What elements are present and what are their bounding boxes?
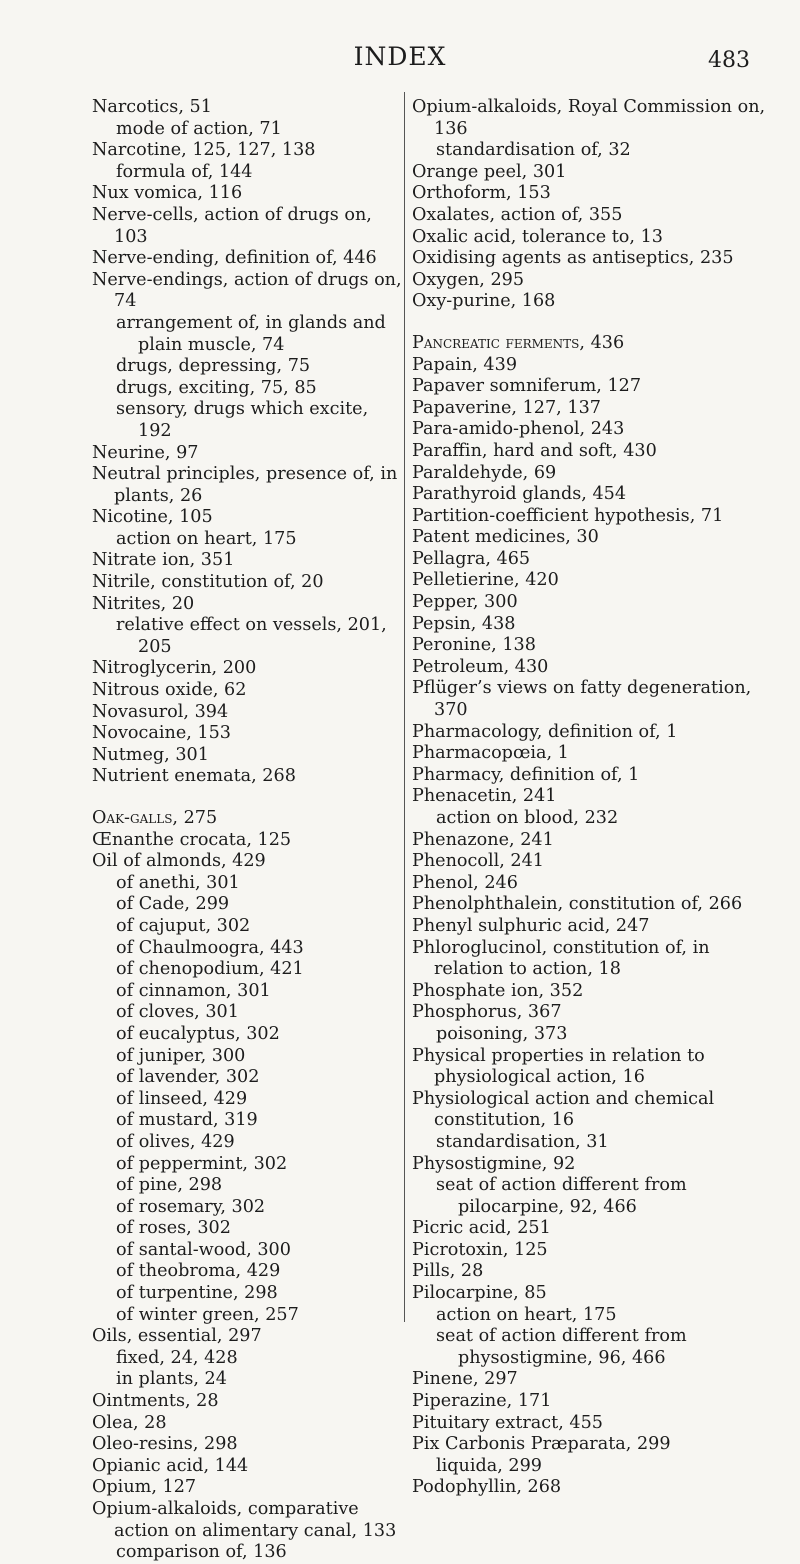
index-subentry: of turpentine, 298 <box>116 1283 278 1304</box>
index-subentry: of mustard, 319 <box>116 1110 258 1131</box>
index-subentry: of juniper, 300 <box>116 1045 246 1066</box>
index-entry: Oak-galls, 275 <box>92 808 218 828</box>
index-entry: Papaver somniferum, 127 <box>412 376 642 397</box>
index-entry: Pellagra, 465 <box>412 548 531 569</box>
index-subentry: of winter green, 257 <box>116 1304 299 1325</box>
index-subentry: sensory, drugs which excite, 192 <box>116 399 369 441</box>
index-subentry: of cinnamon, 301 <box>116 980 271 1001</box>
index-entry: Œnanthe crocata, 125 <box>92 829 292 850</box>
page-title: INDEX <box>353 42 447 71</box>
index-entry: Pharmacology, definition of, 1 <box>412 721 678 742</box>
index-entry: Pilocarpine, 85 <box>412 1283 547 1304</box>
index-entry: Oxygen, 295 <box>412 269 525 290</box>
index-entry: Oxy-purine, 168 <box>412 291 556 312</box>
index-subentry: of anethi, 301 <box>116 872 240 893</box>
index-entry: Phenol, 246 <box>412 872 518 893</box>
column-divider <box>404 92 405 1322</box>
index-subentry: of roses, 302 <box>116 1218 231 1239</box>
index-entry: Physiological action and chemical constitution, 16 <box>412 1088 715 1131</box>
index-entry: Phenocoll, 241 <box>412 851 544 872</box>
index-entry: Nicotine, 105 <box>92 507 213 528</box>
index-subentry: liquida, 299 <box>436 1455 542 1476</box>
index-entry: Picrotoxin, 125 <box>412 1239 548 1260</box>
index-entry: Petroleum, 430 <box>412 656 549 677</box>
index-entry: Phenacetin, 241 <box>412 786 557 807</box>
index-subentry: in plants, 24 <box>116 1369 227 1390</box>
index-subentry: action on heart, 175 <box>436 1304 617 1325</box>
index-entry: Nitrites, 20 <box>92 593 195 614</box>
index-entry: Phenazone, 241 <box>412 829 554 850</box>
index-entry: Pharmacopœia, 1 <box>412 743 569 764</box>
index-subentry: drugs, exciting, 75, 85 <box>116 377 317 398</box>
index-entry: Pflüger’s views on fatty degeneration, 370 <box>412 678 752 721</box>
index-subentry: of cajuput, 302 <box>116 915 251 936</box>
index-entry: Oil of almonds, 429 <box>92 851 266 872</box>
index-entry: Paraffin, hard and soft, 430 <box>412 440 657 461</box>
index-entry: Olea, 28 <box>92 1412 167 1433</box>
index-entry: Oils, essential, 297 <box>92 1326 262 1347</box>
index-subentry: of rosemary, 302 <box>116 1196 266 1217</box>
index-column-left <box>92 97 407 1564</box>
index-subentry: of pine, 298 <box>116 1175 223 1196</box>
index-subentry: of peppermint, 302 <box>116 1153 288 1174</box>
index-entry: Paraldehyde, 69 <box>412 462 557 483</box>
index-subentry: standardisation of, 32 <box>436 140 631 161</box>
index-entry: Patent medicines, 30 <box>412 527 599 548</box>
index-entry: Para-amido-phenol, 243 <box>412 419 625 440</box>
index-entry: Pharmacy, definition of, 1 <box>412 764 640 785</box>
index-subentry: of olives, 429 <box>116 1131 235 1152</box>
index-entry: Oxalates, action of, 355 <box>412 204 623 225</box>
index-entry: Peronine, 138 <box>412 635 536 656</box>
index-entry: Nitroglycerin, 200 <box>92 658 257 679</box>
index-subentry: action on blood, 232 <box>436 808 619 828</box>
index-entry: Narcotics, 51 <box>92 97 212 117</box>
section-gap <box>412 313 768 333</box>
index-subentry: of lavender, 302 <box>116 1067 260 1088</box>
index-entry: Opium-alkaloids, comparative action on alimentary canal, 133 <box>92 1499 397 1541</box>
index-entry: Oxidising agents as antiseptics, 235 <box>412 248 734 269</box>
index-entry: Neurine, 97 <box>92 442 199 463</box>
index-entry: Neutral principles, presence of, in plants, 26 <box>92 464 398 506</box>
index-entry: Nerve-ending, definition of, 446 <box>92 248 377 269</box>
index-entry: Narcotine, 125, 127, 138 <box>92 140 316 161</box>
index-subentry: of santal-wood, 300 <box>116 1239 291 1260</box>
index-entry: Pancreatic ferments, 436 <box>412 332 625 353</box>
index-entry: Picric acid, 251 <box>412 1218 551 1239</box>
index-subentry: action on heart, 175 <box>116 528 297 549</box>
index-entry: Ointments, 28 <box>92 1391 219 1412</box>
index-subentry: of linseed, 429 <box>116 1088 248 1109</box>
index-entry: Pinene, 297 <box>412 1369 518 1390</box>
index-entry: Pelletierine, 420 <box>412 570 559 591</box>
index-entry: Podophyllin, 268 <box>412 1477 562 1498</box>
index-entry: Opium, 127 <box>92 1477 197 1498</box>
index-subentry: mode of action, 71 <box>116 118 282 139</box>
page-number: 483 <box>708 48 750 73</box>
index-subentry: seat of action different from physostigmine, 96, 466 <box>436 1326 687 1368</box>
index-entry: Orthoform, 153 <box>412 183 551 204</box>
index-entry: Novocaine, 153 <box>92 723 231 744</box>
index-entry: Oxalic acid, tolerance to, 13 <box>412 226 663 247</box>
index-entry: Nerve-endings, action of drugs on, 74 <box>92 269 402 312</box>
index-subentry: of Chaulmoogra, 443 <box>116 937 304 958</box>
index-entry: Physostigmine, 92 <box>412 1153 576 1174</box>
section-gap <box>92 788 407 808</box>
page-header <box>0 42 800 82</box>
index-column-right <box>412 97 768 1499</box>
index-subentry: of Cade, 299 <box>116 894 230 915</box>
index-subentry: fixed, 24, 428 <box>116 1347 238 1368</box>
index-entry: Phenolphthalein, constitution of, 266 <box>412 894 743 915</box>
index-entry: Pills, 28 <box>412 1261 484 1282</box>
index-entry: Papain, 439 <box>412 354 518 375</box>
index-entry: Phosphate ion, 352 <box>412 980 584 1001</box>
index-subentry: standardisation, 31 <box>436 1131 609 1152</box>
index-subentry: of eucalyptus, 302 <box>116 1023 280 1044</box>
index-entry: Physical properties in relation to physiological action, 16 <box>412 1045 705 1088</box>
index-entry: Parathyroid glands, 454 <box>412 484 627 505</box>
index-entry: Phloroglucinol, constitution of, in relation to action, 18 <box>412 937 710 980</box>
index-entry: Pepper, 300 <box>412 592 518 613</box>
index-entry: Nux vomica, 116 <box>92 183 243 204</box>
index-subentry: of theobroma, 429 <box>116 1261 281 1282</box>
index-entry: Novasurol, 394 <box>92 701 229 722</box>
index-entry: Phenyl sulphuric acid, 247 <box>412 915 650 936</box>
index-subentry: arrangement of, in glands and plain muscle, 74 <box>116 312 386 355</box>
index-subentry: poisoning, 373 <box>436 1023 568 1044</box>
index-entry: Nitrous oxide, 62 <box>92 680 247 701</box>
index-subentry: of chenopodium, 421 <box>116 959 304 980</box>
index-entry: Opium-alkaloids, Royal Commission on, 136 <box>412 97 766 139</box>
index-subentry: seat of action different from pilocarpine, 92, 466 <box>436 1175 687 1217</box>
index-subentry: formula of, 144 <box>116 161 253 182</box>
index-entry: Nutrient enemata, 268 <box>92 766 296 787</box>
index-entry: Pix Carbonis Præparata, 299 <box>412 1434 671 1455</box>
index-subentry: relative effect on vessels, 201, 205 <box>116 615 387 657</box>
index-entry: Nitrile, constitution of, 20 <box>92 572 324 593</box>
index-subentry: comparison of, 136 <box>116 1542 287 1563</box>
index-entry: Pepsin, 438 <box>412 613 516 634</box>
index-entry: Phosphorus, 367 <box>412 1002 562 1023</box>
index-entry: Papaverine, 127, 137 <box>412 397 601 418</box>
index-entry: Oleo-resins, 298 <box>92 1434 238 1455</box>
index-entry: Partition-coefficient hypothesis, 71 <box>412 505 724 526</box>
index-entry: Nerve-cells, action of drugs on, 103 <box>92 204 372 247</box>
index-entry: Nitrate ion, 351 <box>92 550 235 571</box>
index-entry: Orange peel, 301 <box>412 161 567 182</box>
index-subentry: of cloves, 301 <box>116 1002 239 1023</box>
index-entry: Opianic acid, 144 <box>92 1455 249 1476</box>
index-entry: Piperazine, 171 <box>412 1391 552 1412</box>
index-entry: Nutmeg, 301 <box>92 744 209 765</box>
index-entry: Pituitary extract, 455 <box>412 1412 603 1433</box>
index-subentry: drugs, depressing, 75 <box>116 356 311 377</box>
